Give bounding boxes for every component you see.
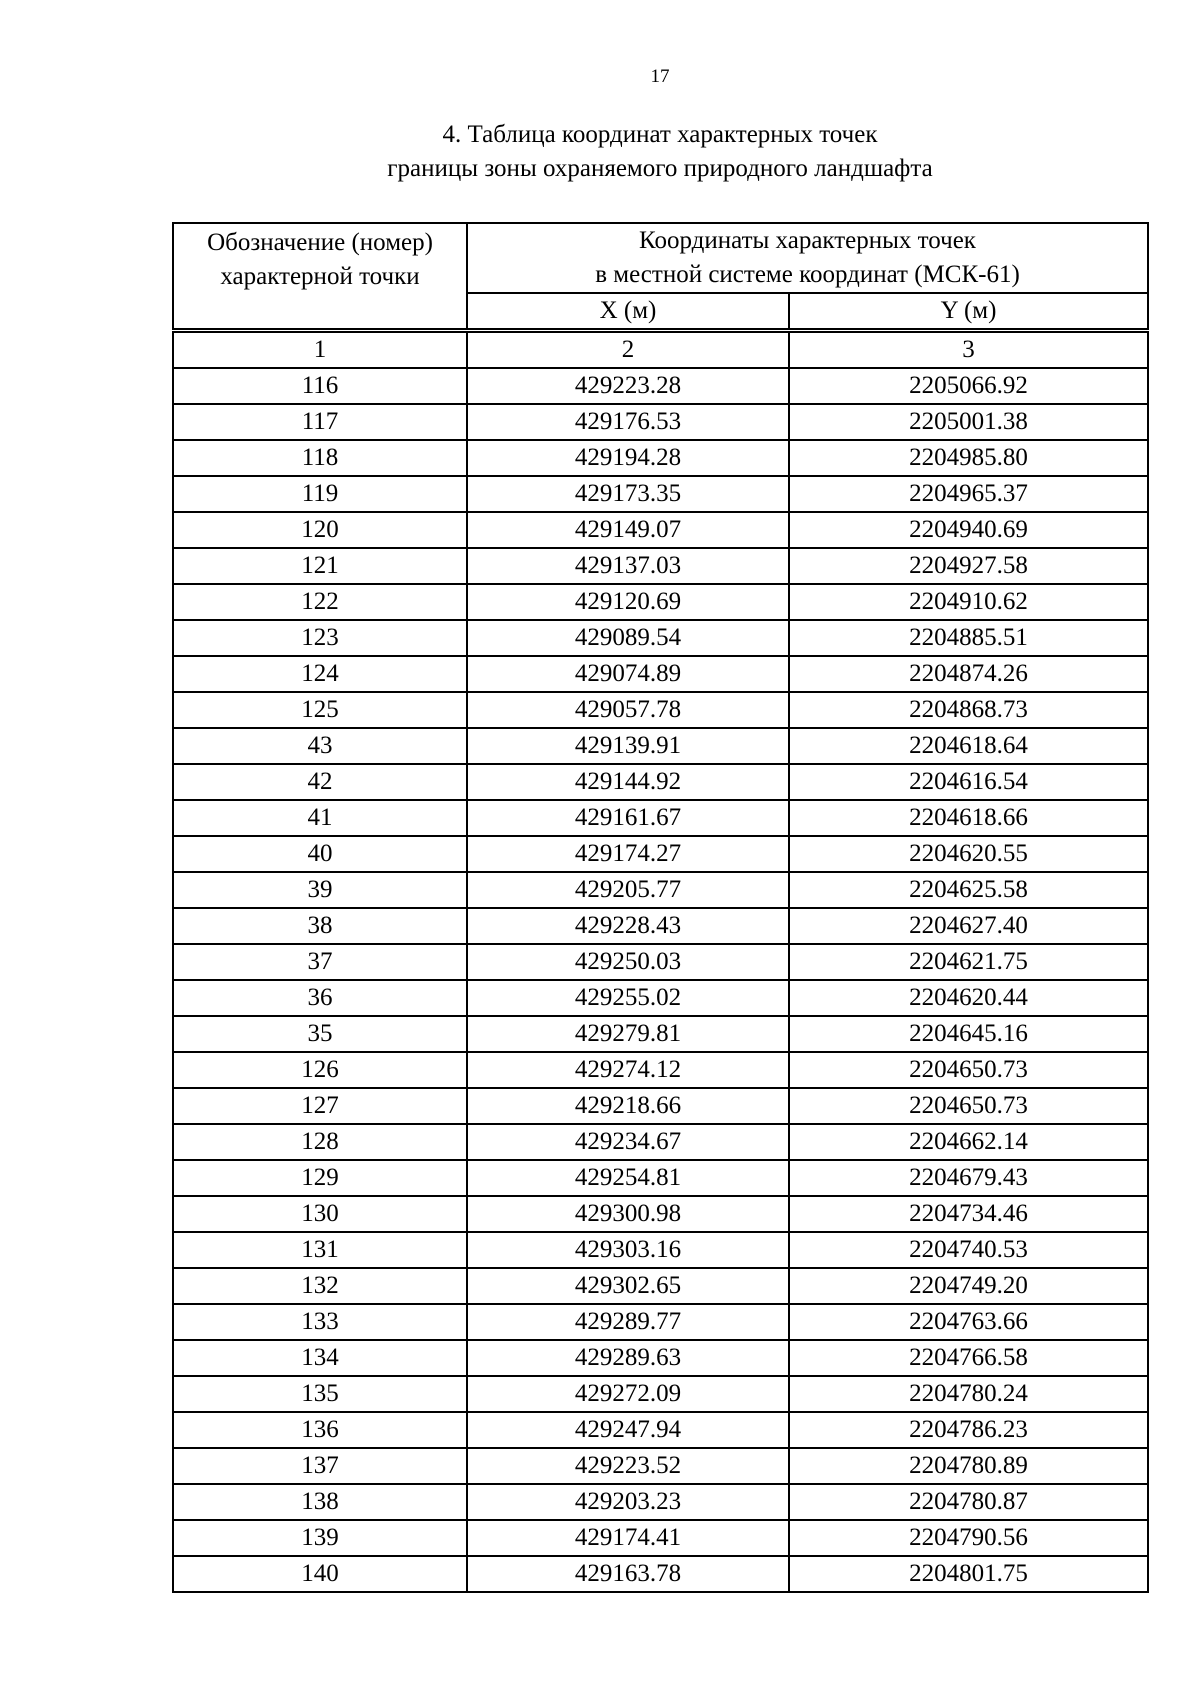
table-row [173,728,1148,764]
x-coordinate-cell: 429247.94 [467,1412,789,1448]
table-row [173,512,1148,548]
point-number-cell: 139 [173,1520,467,1556]
table-row [173,1052,1148,1088]
header-point-designation [173,223,467,331]
table-row [173,1484,1148,1520]
table-row [173,1232,1148,1268]
header-y: Y (м) [789,293,1148,331]
point-number-cell: 37 [173,944,467,980]
y-coordinate-cell: 2204620.55 [789,836,1148,872]
table-row [173,584,1148,620]
x-coordinate-cell: 429176.53 [467,404,789,440]
x-coordinate-cell: 429089.54 [467,620,789,656]
point-number-cell: 131 [173,1232,467,1268]
point-number-cell: 43 [173,728,467,764]
point-number-cell: 124 [173,656,467,692]
y-coordinate-cell: 2204885.51 [789,620,1148,656]
x-coordinate-cell: 429234.67 [467,1124,789,1160]
title-line-2: границы зоны охраняемого природного ландшафта [387,155,933,182]
table-row [173,1340,1148,1376]
y-coordinate-cell: 2204620.44 [789,980,1148,1016]
y-coordinate-cell: 2204749.20 [789,1268,1148,1304]
y-coordinate-cell: 2205001.38 [789,404,1148,440]
y-coordinate-cell: 2205066.92 [789,368,1148,404]
point-number-cell: 137 [173,1448,467,1484]
table-row [173,872,1148,908]
table-row [173,692,1148,728]
table-row [173,908,1148,944]
x-coordinate-cell: 429289.63 [467,1340,789,1376]
point-number-cell: 42 [173,764,467,800]
point-number-cell: 121 [173,548,467,584]
point-number-cell: 125 [173,692,467,728]
y-coordinate-cell: 2204662.14 [789,1124,1148,1160]
table-row [173,404,1148,440]
point-number-cell: 135 [173,1376,467,1412]
x-coordinate-cell: 429303.16 [467,1232,789,1268]
y-coordinate-cell: 2204780.24 [789,1376,1148,1412]
x-coordinate-cell: 429161.67 [467,800,789,836]
table-row [173,1196,1148,1232]
column-number: 3 [789,331,1148,369]
title-line-1: 4. Таблица координат характерных точек [442,121,878,148]
y-coordinate-cell: 2204786.23 [789,1412,1148,1448]
table-row [173,656,1148,692]
x-coordinate-cell: 429149.07 [467,512,789,548]
x-coordinate-cell: 429057.78 [467,692,789,728]
y-coordinate-cell: 2204616.54 [789,764,1148,800]
point-number-cell: 126 [173,1052,467,1088]
point-number-cell: 120 [173,512,467,548]
y-coordinate-cell: 2204645.16 [789,1016,1148,1052]
table-row [173,1124,1148,1160]
point-number-cell: 134 [173,1340,467,1376]
header-x: X (м) [467,293,789,331]
coordinates-table [172,222,1149,1593]
table-row [173,1088,1148,1124]
x-coordinate-cell: 429205.77 [467,872,789,908]
y-coordinate-cell: 2204910.62 [789,584,1148,620]
table-row [173,368,1148,404]
point-number-cell: 136 [173,1412,467,1448]
table-row [173,1304,1148,1340]
y-coordinate-cell: 2204801.75 [789,1556,1148,1592]
y-coordinate-cell: 2204927.58 [789,548,1148,584]
y-coordinate-cell: 2204627.40 [789,908,1148,944]
table-row [173,1448,1148,1484]
point-number-cell: 119 [173,476,467,512]
point-number-cell: 122 [173,584,467,620]
x-coordinate-cell: 429144.92 [467,764,789,800]
x-coordinate-cell: 429173.35 [467,476,789,512]
y-coordinate-cell: 2204625.58 [789,872,1148,908]
x-coordinate-cell: 429223.28 [467,368,789,404]
x-coordinate-cell: 429255.02 [467,980,789,1016]
y-coordinate-cell: 2204965.37 [789,476,1148,512]
point-number-cell: 40 [173,836,467,872]
table-row [173,836,1148,872]
point-number-cell: 129 [173,1160,467,1196]
point-number-cell: 133 [173,1304,467,1340]
table-row [173,620,1148,656]
y-coordinate-cell: 2204734.46 [789,1196,1148,1232]
point-number-cell: 35 [173,1016,467,1052]
table-row [173,548,1148,584]
table-row [173,1268,1148,1304]
x-coordinate-cell: 429203.23 [467,1484,789,1520]
table-row [173,1520,1148,1556]
x-coordinate-cell: 429300.98 [467,1196,789,1232]
y-coordinate-cell: 2204780.89 [789,1448,1148,1484]
column-number-row [173,331,1148,369]
y-coordinate-cell: 2204650.73 [789,1052,1148,1088]
x-coordinate-cell: 429228.43 [467,908,789,944]
page-number: 17 [650,66,670,87]
table-row [173,764,1148,800]
point-number-cell: 140 [173,1556,467,1592]
table-row [173,800,1148,836]
x-coordinate-cell: 429218.66 [467,1088,789,1124]
x-coordinate-cell: 429139.91 [467,728,789,764]
column-number: 2 [467,331,789,369]
point-number-cell: 41 [173,800,467,836]
x-coordinate-cell: 429272.09 [467,1376,789,1412]
point-number-cell: 117 [173,404,467,440]
x-coordinate-cell: 429174.41 [467,1520,789,1556]
x-coordinate-cell: 429137.03 [467,548,789,584]
point-number-cell: 39 [173,872,467,908]
y-coordinate-cell: 2204790.56 [789,1520,1148,1556]
x-coordinate-cell: 429174.27 [467,836,789,872]
table-row [173,1376,1148,1412]
y-coordinate-cell: 2204874.26 [789,656,1148,692]
y-coordinate-cell: 2204621.75 [789,944,1148,980]
column-number: 1 [173,331,467,369]
header-point-line-1: Обозначение (номер) [207,229,433,256]
y-coordinate-cell: 2204679.43 [789,1160,1148,1196]
point-number-cell: 116 [173,368,467,404]
y-coordinate-cell: 2204618.66 [789,800,1148,836]
x-coordinate-cell: 429254.81 [467,1160,789,1196]
table-row [173,1016,1148,1052]
x-coordinate-cell: 429279.81 [467,1016,789,1052]
point-number-cell: 132 [173,1268,467,1304]
y-coordinate-cell: 2204780.87 [789,1484,1148,1520]
x-coordinate-cell: 429120.69 [467,584,789,620]
x-coordinate-cell: 429274.12 [467,1052,789,1088]
header-coordinates [467,223,1148,293]
point-number-cell: 130 [173,1196,467,1232]
x-coordinate-cell: 429074.89 [467,656,789,692]
point-number-cell: 138 [173,1484,467,1520]
y-coordinate-cell: 2204618.64 [789,728,1148,764]
point-number-cell: 36 [173,980,467,1016]
x-coordinate-cell: 429223.52 [467,1448,789,1484]
y-coordinate-cell: 2204985.80 [789,440,1148,476]
y-coordinate-cell: 2204740.53 [789,1232,1148,1268]
table-row [173,1556,1148,1592]
x-coordinate-cell: 429194.28 [467,440,789,476]
x-coordinate-cell: 429250.03 [467,944,789,980]
point-number-cell: 123 [173,620,467,656]
x-coordinate-cell: 429289.77 [467,1304,789,1340]
table-body [173,368,1148,1592]
y-coordinate-cell: 2204763.66 [789,1304,1148,1340]
header-coords-line-2: в местной системе координат (МСК-61) [595,261,1020,288]
table-row [173,476,1148,512]
point-number-cell: 127 [173,1088,467,1124]
x-coordinate-cell: 429302.65 [467,1268,789,1304]
x-coordinate-cell: 429163.78 [467,1556,789,1592]
point-number-cell: 128 [173,1124,467,1160]
header-point-line-2: характерной точки [220,263,420,290]
table-title [0,118,1200,186]
table-row [173,944,1148,980]
point-number-cell: 118 [173,440,467,476]
y-coordinate-cell: 2204940.69 [789,512,1148,548]
y-coordinate-cell: 2204650.73 [789,1088,1148,1124]
table-row [173,1412,1148,1448]
point-number-cell: 38 [173,908,467,944]
table-row [173,440,1148,476]
y-coordinate-cell: 2204868.73 [789,692,1148,728]
header-coords-line-1: Координаты характерных точек [639,227,976,254]
y-coordinate-cell: 2204766.58 [789,1340,1148,1376]
table-row [173,1160,1148,1196]
table-row [173,980,1148,1016]
